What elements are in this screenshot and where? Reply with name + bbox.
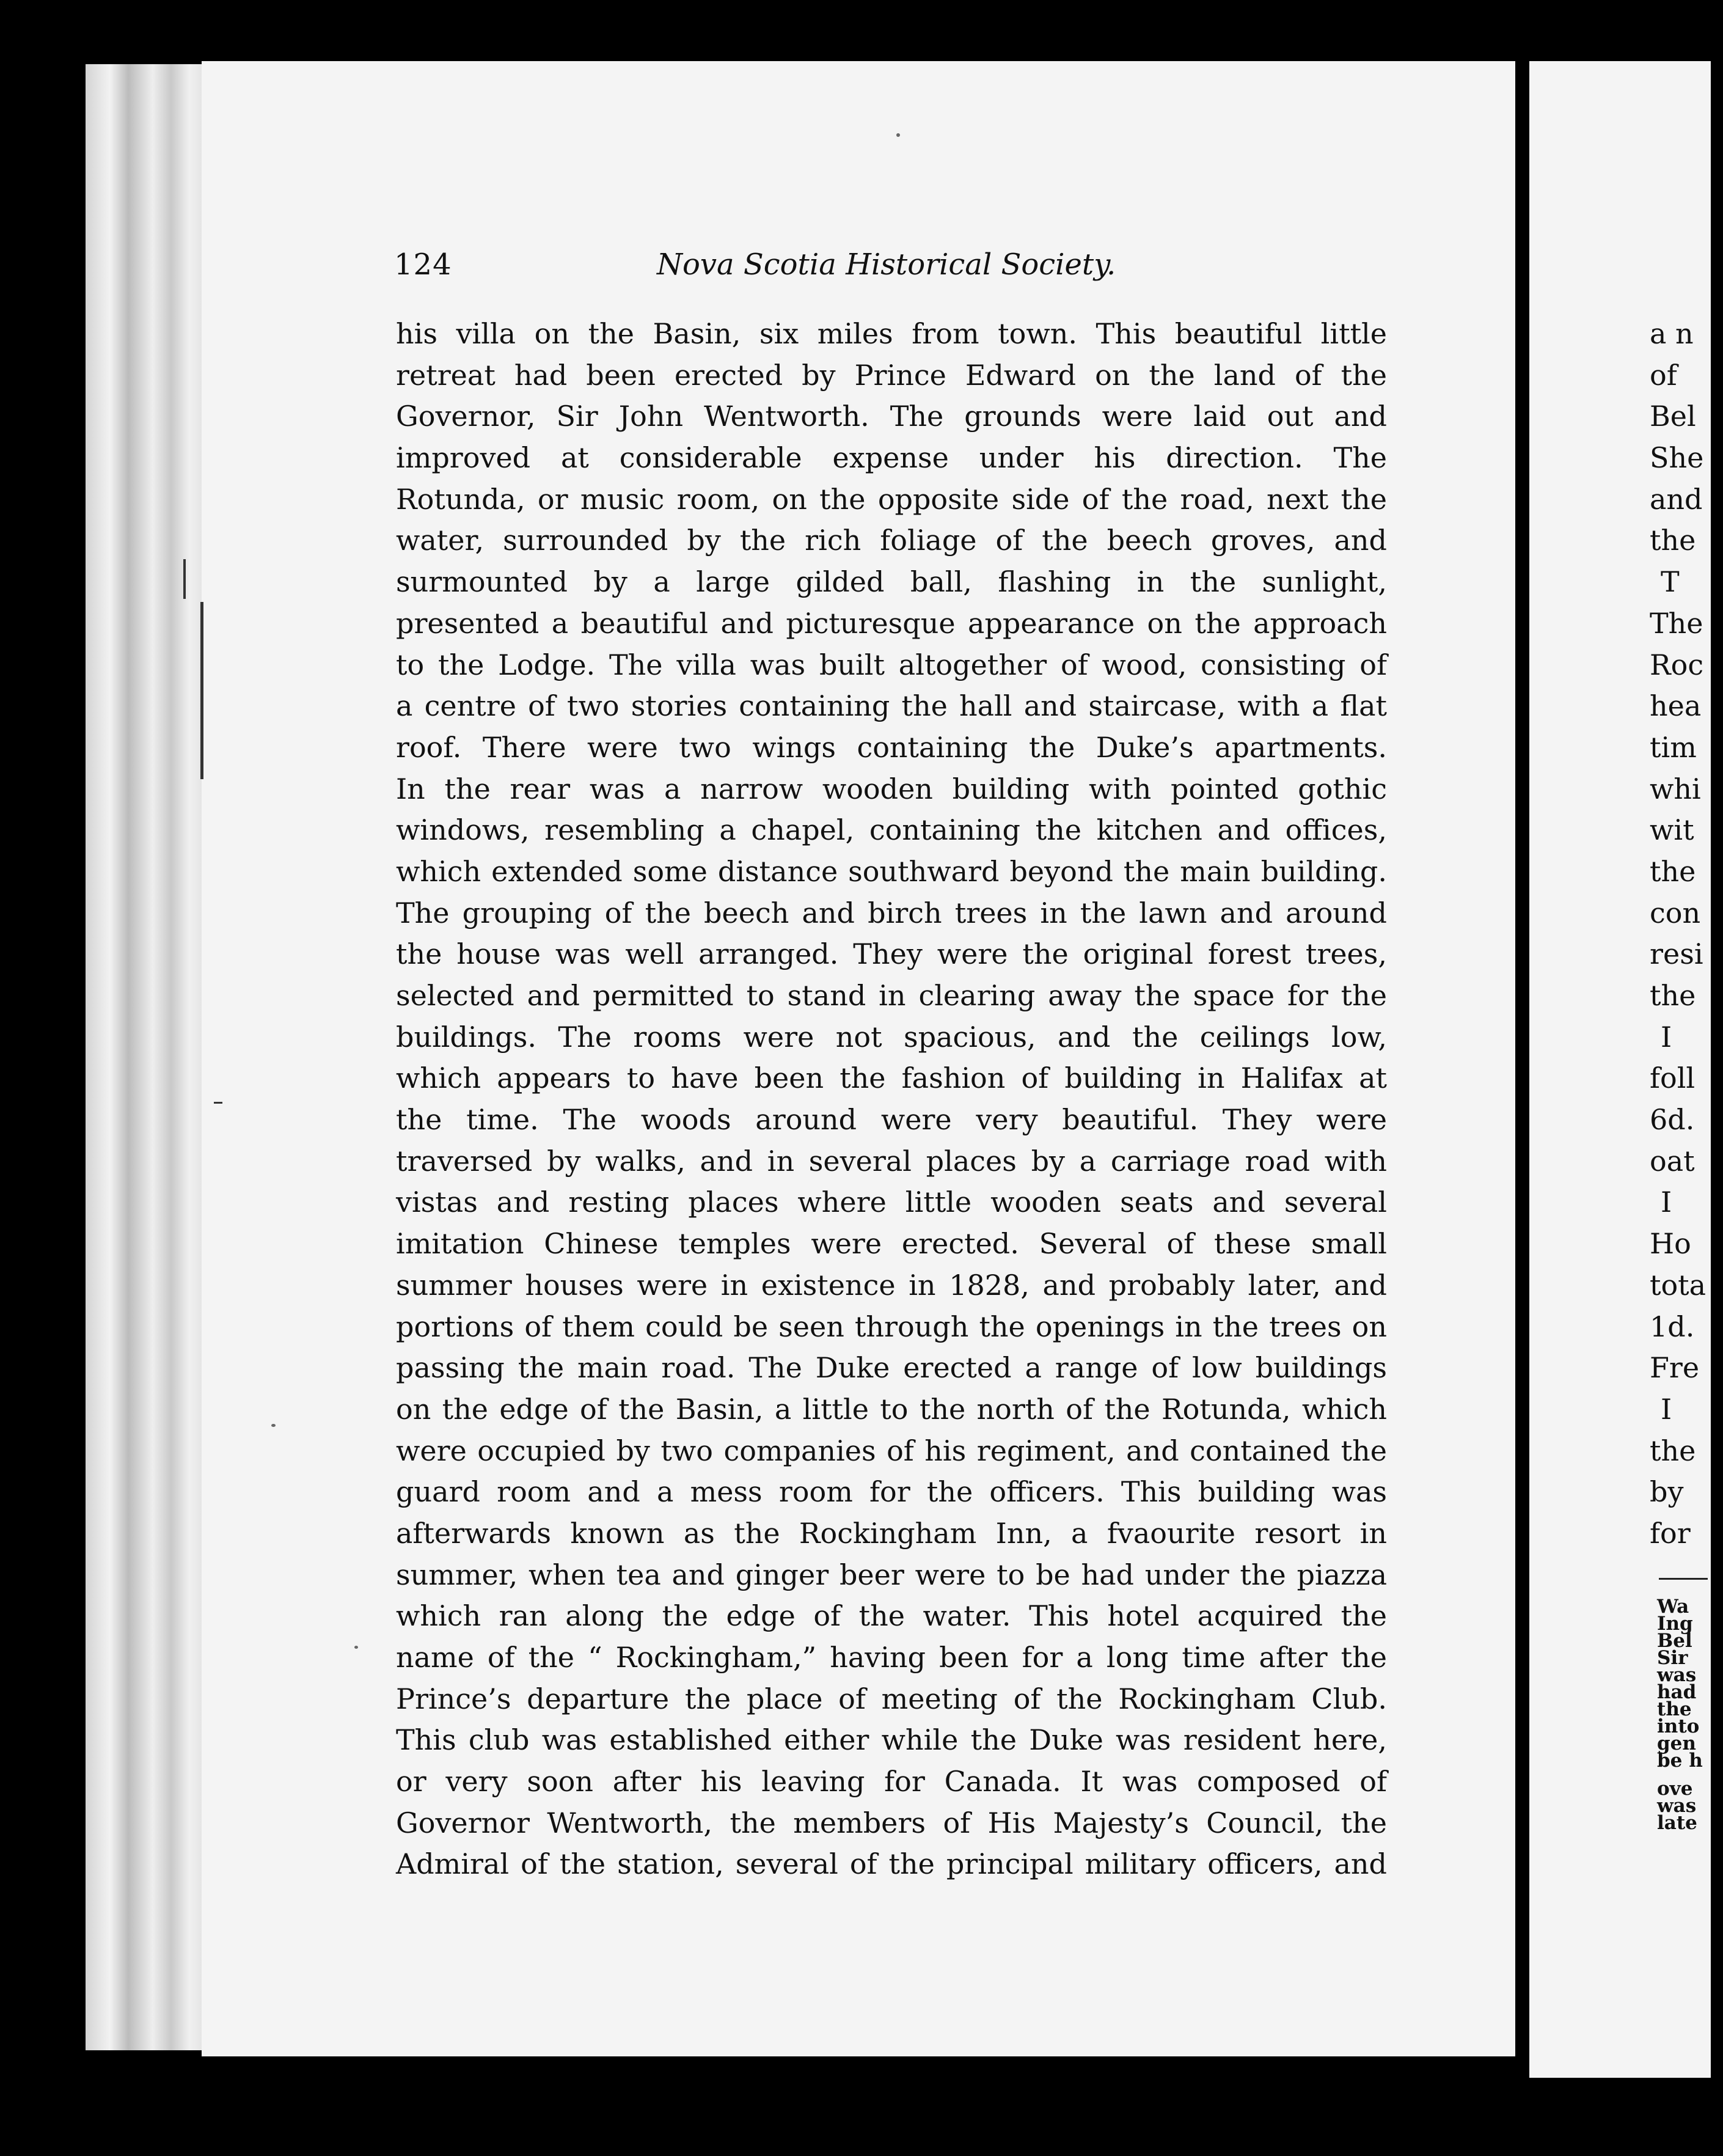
text-line: summer houses were in existence in 1828, and probably later, and [396,1268,1387,1302]
running-title: Nova Scotia Historical Society. [657,248,1116,282]
text-line: his villa on the Basin, six miles from town. This beautiful little [396,317,1387,350]
footnote-line: late [1657,1812,1697,1834]
text-line: roof. There were two wings containing the Duke’s apartments. [396,730,1387,764]
text-line: portions of them could be seen through the openings in the trees on [396,1310,1387,1343]
text-line: windows, resembling a chapel, containing the kitchen and offices, [396,813,1387,847]
text-line: surmounted by a large gilded ball, flashing in the sunlight, [396,565,1387,599]
facing-line: T [1661,565,1680,599]
facing-line: and [1650,482,1703,516]
text-line: Prince’s departure the place of meeting of the Rockingham Club. [396,1682,1387,1715]
facing-line: the [1650,524,1696,557]
footnote-line: gen [1657,1733,1696,1755]
footnote-line: ove [1657,1778,1693,1800]
running-head [394,248,1133,290]
text-line: to the Lodge. The villa was built altogether of wood, consisting of [396,648,1387,681]
facing-page-text [1650,314,1723,1555]
text-line: vistas and resting places where little wooden seats and several [396,1186,1387,1219]
text-line: Governor Wentworth, the members of His Majesty’s Council, the [396,1806,1387,1839]
text-line: imitation Chinese temples were erected. Several of these small [396,1227,1387,1261]
facing-line: She [1650,441,1704,475]
text-line: retreat had been erected by Prince Edward on the land of the [396,358,1387,392]
facing-line: the [1650,979,1696,1012]
facing-footnotes [1657,1598,1712,1832]
facing-line: resi [1650,937,1703,971]
footnote-line: Sir [1657,1647,1688,1669]
text-line: the time. The woods around were very beautiful. They were [396,1103,1387,1137]
text-line: afterwards known as the Rockingham Inn, a fvaourite resort in [396,1516,1387,1550]
facing-line: Bel [1650,400,1696,433]
text-line: The grouping of the beech and birch trees in the lawn and around [396,896,1387,930]
text-line: were occupied by two companies of his regiment, and contained the [396,1434,1387,1467]
page-stack-edge [86,64,208,2050]
facing-line: tim [1650,730,1697,764]
text-line: This club was established either while the Duke was resident here, [396,1723,1387,1757]
text-line: selected and permitted to stand in clearing away the space for the [396,979,1387,1012]
footnote-line: the [1657,1698,1692,1720]
facing-line: 6d. [1650,1103,1695,1137]
text-line: name of the “ Rockingham,” having been for a long time after the [396,1641,1387,1674]
page-speck [354,1646,358,1649]
facing-line: I [1661,1392,1672,1426]
facing-line: the [1650,854,1696,888]
facing-line: Ho [1650,1227,1691,1261]
text-line: guard room and a mess room for the officers. This building was [396,1475,1387,1509]
facing-line: a n [1650,317,1694,350]
facing-line: I [1661,1020,1672,1054]
margin-mark [183,559,186,599]
text-line: water, surrounded by the rich foliage of the beech groves, and [396,524,1387,557]
margin-mark [214,1102,222,1104]
facing-line: whi [1650,772,1701,805]
facing-line: of [1650,358,1677,392]
facing-line: Roc [1650,648,1704,681]
facing-line: Fre [1650,1351,1700,1385]
text-line: improved at considerable expense under his direction. The [396,441,1387,475]
text-line: Governor, Sir John Wentworth. The grounds were laid out and [396,400,1387,433]
text-line: on the edge of the Basin, a little to the north of the Rotunda, which [396,1392,1387,1426]
facing-line: 1d. [1650,1310,1695,1343]
footnote-line: into [1657,1715,1700,1737]
text-line: or very soon after his leaving for Canada. It was composed of [396,1765,1387,1799]
text-line: presented a beautiful and picturesque appearance on the approach [396,606,1387,640]
text-line: traversed by walks, and in several places by a carriage road with [396,1144,1387,1178]
footnote-line: was [1657,1664,1697,1686]
page-number: 124 [394,248,452,282]
text-line: the house was well arranged. They were the original forest trees, [396,937,1387,971]
page-speck [271,1424,276,1427]
footnote-line: had [1657,1681,1697,1703]
facing-line: tota [1650,1268,1707,1302]
footnote-line: Ing [1657,1613,1693,1635]
page-speck [896,133,900,137]
facing-line: wit [1650,813,1694,847]
footnote-line: was [1657,1795,1697,1817]
facing-line: hea [1650,689,1702,723]
footnote-line: be h [1657,1750,1703,1772]
text-line: Rotunda, or music room, on the opposite side of the road, next the [396,482,1387,516]
footnote-rule [1659,1578,1708,1580]
text-line: which extended some distance southward beyond the main building. [396,854,1387,888]
body-text [396,314,1387,1885]
text-line: which ran along the edge of the water. This hotel acquired the [396,1599,1387,1633]
text-line: In the rear was a narrow wooden building with pointed gothic [396,772,1387,805]
facing-line: I [1661,1186,1672,1219]
text-line: buildings. The rooms were not spacious, and the ceilings low, [396,1020,1387,1054]
margin-mark [200,602,203,779]
facing-line: oat [1650,1144,1695,1178]
facing-line: The [1650,606,1703,640]
text-line: Admiral of the station, several of the principal military officers, and [396,1847,1387,1881]
facing-line: con [1650,896,1701,930]
facing-line: for [1650,1516,1691,1550]
footnote-line: Bel [1657,1630,1692,1652]
text-line: passing the main road. The Duke erected a range of low buildings [396,1351,1387,1385]
facing-line: foll [1650,1062,1696,1095]
facing-line: the [1650,1434,1696,1467]
text-line: summer, when tea and ginger beer were to be had under the piazza [396,1558,1387,1591]
text-line: which appears to have been the fashion of building in Halifax at [396,1062,1387,1095]
facing-line: by [1650,1475,1684,1509]
footnote-line: Wa [1657,1596,1689,1618]
text-line: a centre of two stories containing the hall and staircase, with a flat [396,689,1387,723]
